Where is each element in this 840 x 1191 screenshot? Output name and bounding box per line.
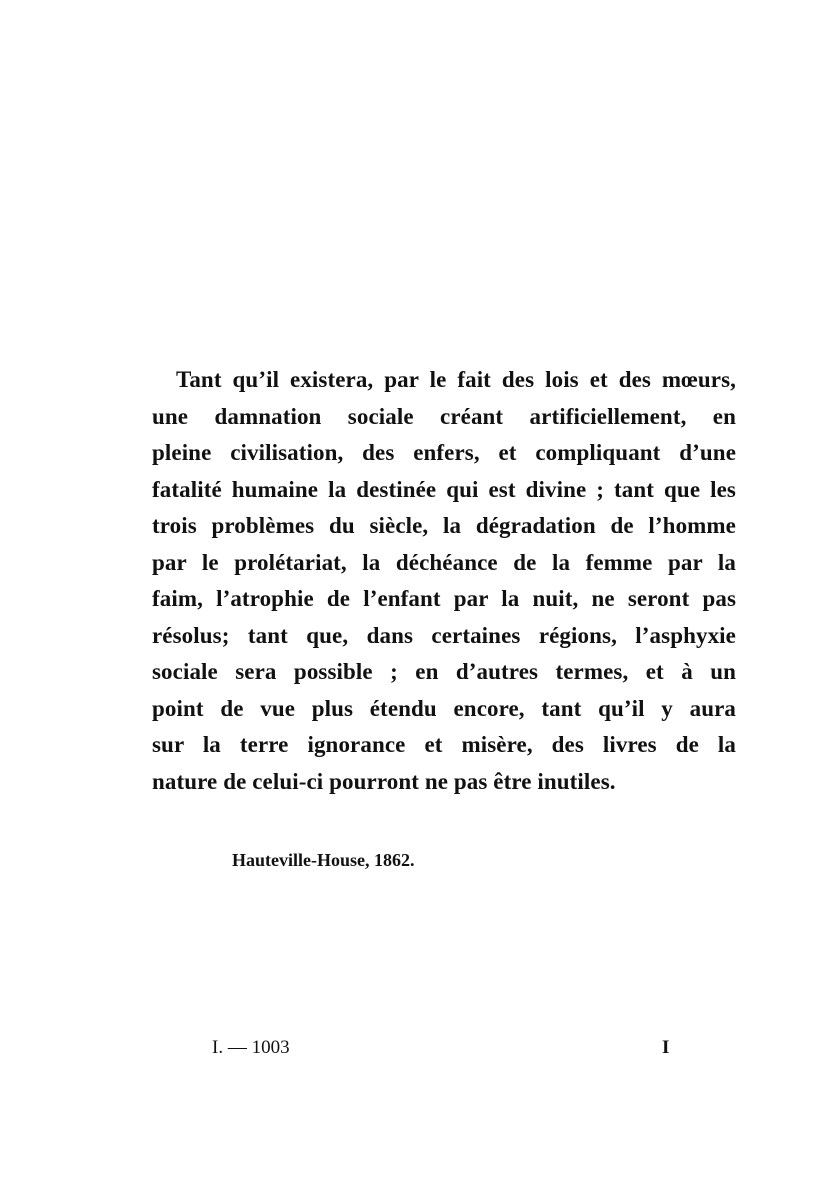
paragraph-line: fatalité humaine la destinée qui est divine ; tant que les xyxy=(152,476,736,502)
place-date-signature: Hauteville-House, 1862. xyxy=(232,850,415,870)
paragraph-line: une damnation sociale créant artificiellement, en xyxy=(152,403,736,429)
preface-paragraph xyxy=(152,362,736,800)
paragraph-line: nature de celui-ci pourront ne pas être inutiles. xyxy=(152,768,616,794)
paragraph-line: faim, l’atrophie de l’enfant par la nuit, ne seront pas xyxy=(152,586,736,611)
paragraph-line: résolus; tant que, dans certaines régions, l’asphyxie xyxy=(152,622,736,648)
paragraph-line: point de vue plus étendu encore, tant qu’il y aura xyxy=(152,695,736,721)
paragraph-line: sur la terre ignorance et misère, des livres de la xyxy=(152,732,736,757)
paragraph-line: par le prolétariat, la déchéance de la femme par la xyxy=(152,549,736,575)
page-number: I xyxy=(662,1037,670,1058)
paragraph-line: sociale sera possible ; en d’autres termes, et à un xyxy=(152,659,736,684)
paragraph-line: trois problèmes du siècle, la dégradation de l’homme xyxy=(152,513,736,538)
paragraph-line: pleine civilisation, des enfers, et compliquant d’une xyxy=(152,440,736,465)
printer-signature-mark: I. — 1003 xyxy=(212,1037,290,1058)
paragraph-line: Tant qu’il existera, par le fait des lois et des mœurs, xyxy=(176,367,736,392)
